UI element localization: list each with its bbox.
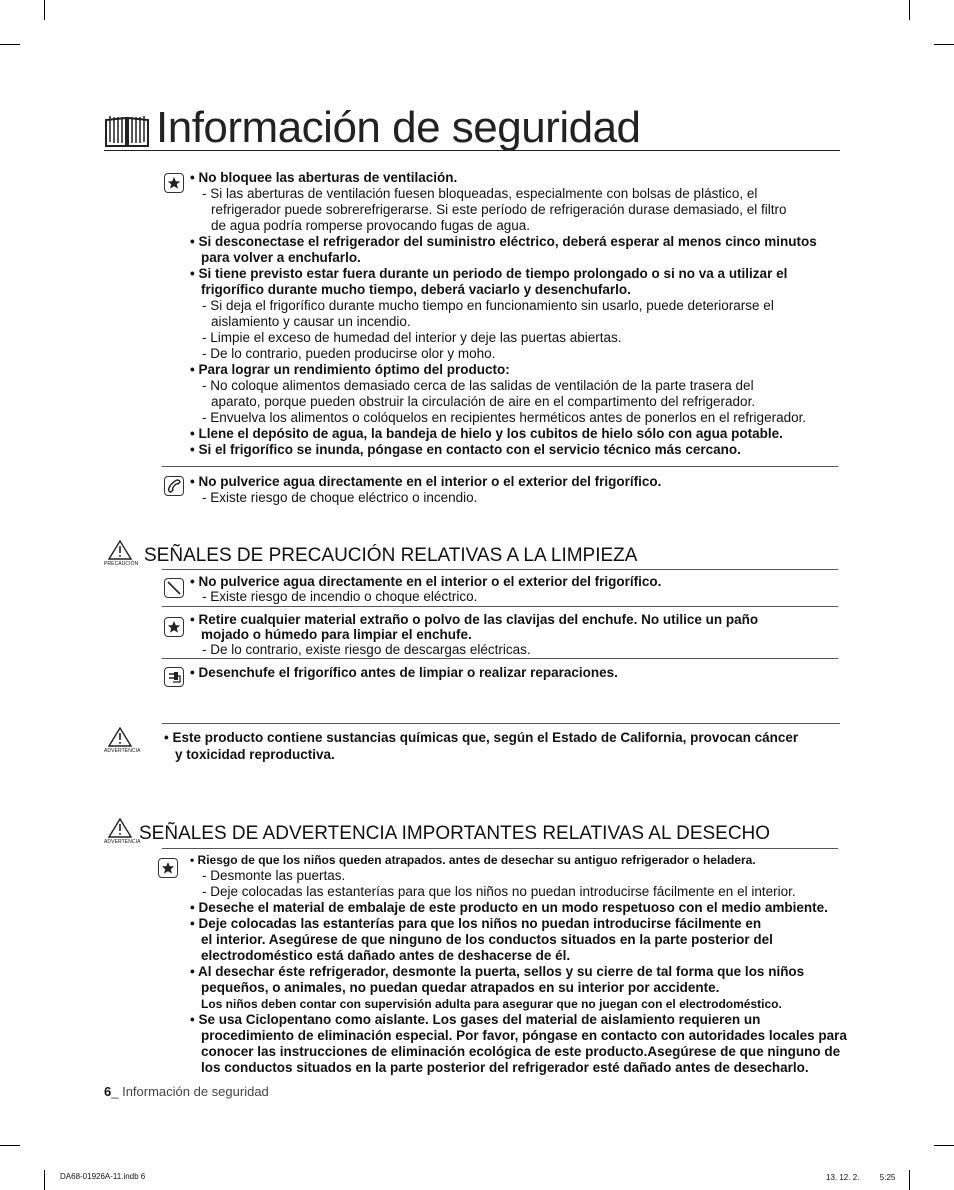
page-footer [104, 1084, 269, 1099]
section-heading: SEÑALES DE PRECAUCIÓN RELATIVAS A LA LIMPIEZA [144, 545, 638, 566]
text-line: - Envuelva los alimentos o colóquelos en recipientes herméticos antes de ponerlos en el refrigerador. [202, 410, 807, 425]
text-line: - Si las aberturas de ventilación fuesen bloqueadas, especialmente con bolsas de plástico, el [202, 186, 758, 201]
text-line: Los niños deben contar con supervisión adulta para asegurar que no juegan con el electrodoméstico. [201, 997, 782, 1011]
text-line: • Si desconectase el refrigerador del suministro eléctrico, deberá esperar al menos cinco minutos [190, 234, 817, 249]
text-line: el interior. Asegúrese de que ninguno de los conductos situados en la parte posterior del [201, 932, 773, 947]
text-line: frigorífico durante mucho tiempo, deberá vaciarlo y desenchufarlo. [201, 282, 631, 297]
text-line: • Deje colocadas las estanterías para que los niños no puedan introducirse fácilmente en [190, 916, 762, 931]
section-heading: SEÑALES DE ADVERTENCIA IMPORTANTES RELATIVAS AL DESECHO [139, 823, 771, 844]
text-line: pequeños, o animales, no puedan quedar atrapados en su interior por accidente. [201, 980, 720, 995]
text-line: los conductos situados en la parte posterior del refrigerador esté dañado antes de desecharlo. [201, 1060, 809, 1075]
text-line: • Este producto contiene sustancias químicas que, según el Estado de California, provocan cáncer [164, 730, 799, 745]
text-line: • Para lograr un rendimiento óptimo del producto: [190, 362, 510, 377]
text-line: - De lo contrario, existe riesgo de descargas eléctricas. [202, 642, 531, 657]
divider [162, 606, 838, 607]
text-line: • No bloquee las aberturas de ventilación. [190, 170, 458, 185]
crop-mark [0, 44, 20, 45]
warning-label: ADVERTENCIA [104, 748, 141, 754]
crop-mark [44, 1170, 45, 1190]
text-line: • Riesgo de que los niños queden atrapados. antes de desechar su antiguo refrigerador o heladera. [190, 853, 756, 867]
text-line: • Si el frigorífico se inunda, póngase en contacto con el servicio técnico más cercano. [190, 442, 741, 457]
text-line: - Si deja el frigorífico durante mucho tiempo en funcionamiento sin usarlo, puede deteriorarse el [202, 298, 774, 313]
page-number: 6 [104, 1084, 112, 1099]
star-note-icon [164, 173, 184, 193]
text-line: para volver a enchufarlo. [201, 250, 361, 265]
text-line: - No coloque alimentos demasiado cerca de las salidas de ventilación de la parte trasera del [202, 378, 754, 393]
prohibited-icon [164, 578, 184, 598]
warning-label: ADVERTENCIA [104, 839, 141, 845]
file-info: DA68-01926A-11.indb 6 [60, 1172, 146, 1181]
book-icon [104, 114, 150, 155]
crop-mark [934, 44, 954, 45]
star-note-icon [164, 617, 184, 637]
date-info: 13. 12. 2. 5:25 [826, 1173, 896, 1182]
unplug-icon [164, 667, 184, 687]
divider [162, 848, 838, 849]
text-line: - Desmonte las puertas. [202, 868, 346, 883]
text-line: conocer las instrucciones de eliminación ecológica de este producto.Asegúrese de que ninguno de [201, 1044, 841, 1059]
text-line: refrigerador puede sobrerefrigerarse. Si este período de refrigeración durase demasiado, el filtro [211, 202, 787, 217]
text-line: - Limpie el exceso de humedad del interior y deje las puertas abiertas. [202, 330, 622, 345]
text-line: • Desenchufe el frigorífico antes de limpiar o realizar reparaciones. [190, 665, 618, 680]
text-line: y toxicidad reproductiva. [175, 747, 335, 762]
text-line: - De lo contrario, pueden producirse olor y moho. [202, 346, 496, 361]
text-line: - Existe riesgo de incendio o choque eléctrico. [202, 589, 478, 604]
phone-icon [164, 476, 184, 496]
caution-label: PRECAUCIÓN [104, 561, 139, 567]
divider [162, 466, 838, 467]
text-line: mojado o húmedo para limpiar el enchufe. [201, 627, 472, 642]
text-line: de agua podría romperse provocando fugas de agua. [211, 218, 530, 233]
page-title: Información de seguridad [156, 103, 641, 152]
page-header [104, 104, 840, 151]
text-line: • No pulverice agua directamente en el interior o el exterior del frigorífico. [190, 574, 662, 589]
text-line: procedimiento de eliminación especial. Por favor, póngase en contacto con autoridades locales para [201, 1028, 847, 1043]
text-line: - Deje colocadas las estanterías para que los niños no puedan introducirse fácilmente en el interior. [202, 884, 796, 899]
crop-mark [0, 1145, 20, 1146]
text-line: • Al desechar éste refrigerador, desmonte la puerta, sellos y su cierre de tal forma que los niños [190, 964, 805, 979]
text-line: aislamiento y causar un incendio. [211, 314, 411, 329]
crop-mark [934, 1145, 954, 1146]
crop-mark [909, 1170, 910, 1190]
text-line: • Retire cualquier material extraño o polvo de las clavijas del enchufe. No utilice un paño [190, 612, 759, 627]
text-line: • Deseche el material de embalaje de este producto en un modo respetuoso con el medio ambiente. [190, 900, 828, 915]
crop-mark [44, 0, 45, 20]
text-line: • Llene el depósito de agua, la bandeja de hielo y los cubitos de hielo sólo con agua potable. [190, 426, 783, 441]
text-line: • Se usa Ciclopentano como aislante. Los gases del material de aislamiento requieren un [190, 1012, 761, 1027]
text-line: • No pulverice agua directamente en el interior o el exterior del frigorífico. [190, 474, 662, 489]
divider [162, 723, 840, 724]
divider [162, 569, 838, 570]
star-note-icon [158, 858, 178, 878]
text-line: aparato, porque pueden obstruir la circulación de aire en el compartimento del refrigerador. [211, 394, 756, 409]
divider [162, 658, 838, 659]
text-line: - Existe riesgo de choque eléctrico o incendio. [202, 490, 478, 505]
page-footer-label: _ Información de seguridad [111, 1084, 269, 1099]
text-line: electrodoméstico está dañado antes de deshacerse de él. [201, 948, 571, 963]
crop-mark [909, 0, 910, 20]
text-line: • Si tiene previsto estar fuera durante un periodo de tiempo prolongado o si no va a utilizar el [190, 266, 788, 281]
